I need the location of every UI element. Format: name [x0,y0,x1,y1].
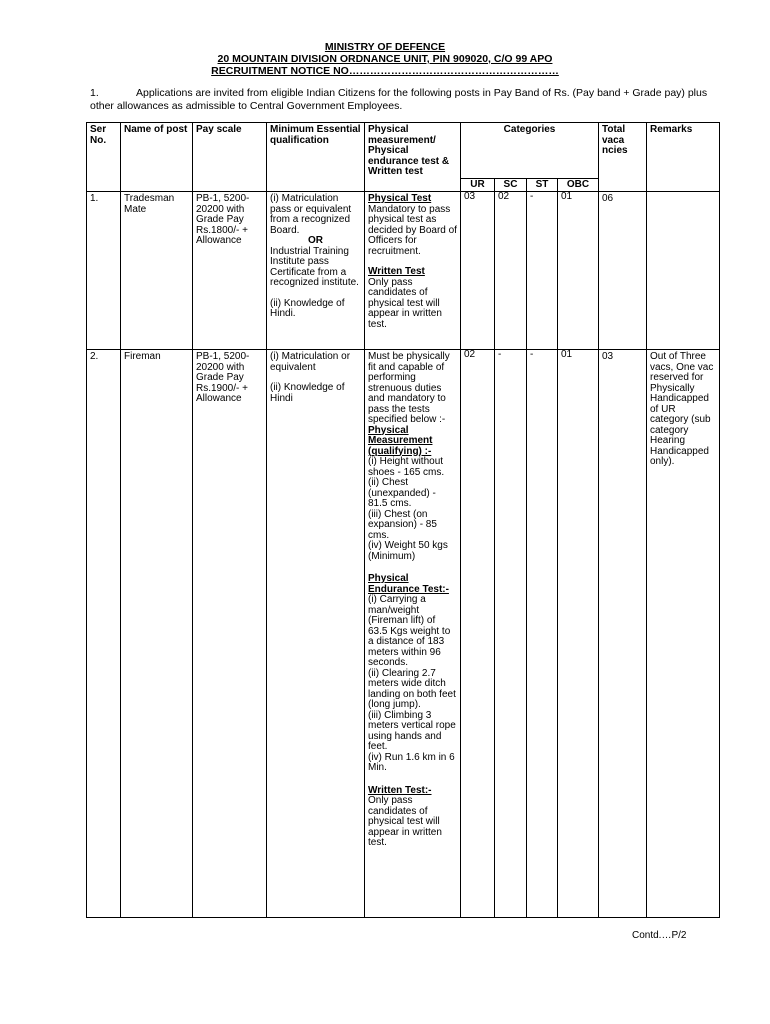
cell-name: Fireman [121,350,193,918]
header-ur: UR [461,179,495,192]
qual-matriculation: (i) Matriculation or equivalent [270,351,351,373]
intro-paragraph [90,87,708,113]
cell-st: - [527,350,558,918]
measurement-chest-unexpanded: (ii) Chest (unexpanded) - 81.5 cms. [368,477,436,509]
qual-iti: Industrial Training Institute pass Certificate from a recognized institute. [270,245,359,288]
cell-physical [365,350,461,918]
header-qualification: Minimum Essential qualification [267,123,365,192]
cell-ser: 1. [87,192,121,350]
written-test-heading: Written Test [368,266,425,277]
header-remarks: Remarks [647,123,720,192]
cell-remarks [647,192,720,350]
header-sc: SC [495,179,527,192]
header-pay-scale: Pay scale [193,123,267,192]
qual-matriculation: (i) Matriculation pass or equivalent from a recognized Board. [270,193,352,236]
cell-obc: 01 [558,192,599,350]
table-row [87,192,720,350]
written-test-text: Only pass candidates of physical test will appear in written test. [368,795,442,848]
written-test-heading: Written Test:- [368,784,432,796]
cell-qualification [267,192,365,350]
cell-name: Tradesman Mate [121,192,193,350]
measurement-height: (i) Height without shoes - 165 cms. [368,456,445,478]
cell-ur: 02 [461,350,495,918]
continued-note: Contd.…P/2 [632,930,687,941]
title-ministry: MINISTRY OF DEFENCE [324,41,446,53]
physical-endurance-heading: Physical Endurance Test:- [368,573,449,595]
cell-obc: 01 [558,350,599,918]
intro-number: 1. [90,87,99,99]
physical-test-heading: Physical Test [368,193,432,204]
physical-measurement-heading: Physical Measurement (qualifying) :- [368,424,433,457]
vacancy-table [86,122,720,918]
physical-test-text: Mandatory to pass physical test as decided by Board of Officers for recruitment. [368,203,457,257]
qual-hindi: (ii) Knowledge of Hindi [270,382,345,404]
cell-pay: PB-1, 5200-20200 with Grade Pay Rs.1900/- + Allowance [193,350,267,918]
cell-ur: 03 [461,192,495,350]
endurance-run: (iv) Run 1.6 km in 6 Min. [368,751,455,773]
physical-intro-text: Must be physically fit and capable of performing strenuous duties and mandatory to pass the tests specified below :- [368,351,450,425]
endurance-long-jump: (ii) Clearing 2.7 meters wide ditch landing on both feet (long jump). [368,667,456,710]
measurement-weight: (iv) Weight 50 kgs (Minimum) [368,540,448,562]
title-recruitment-notice: RECRUITMENT NOTICE NO…………………………………………………… [211,65,559,77]
cell-total: 03 [599,350,647,918]
endurance-rope-climb: (iii) Climbing 3 meters vertical rope using hands and feet. [368,709,456,752]
qual-or: OR [308,235,323,246]
cell-physical [365,192,461,350]
written-test-text: Only pass candidates of physical test will appear in written test. [368,276,442,330]
table-row [87,350,720,918]
cell-total: 06 [599,192,647,350]
cell-pay: PB-1, 5200-20200 with Grade Pay Rs.1800/- + Allowance [193,192,267,350]
cell-sc: - [495,350,527,918]
header-st: ST [527,179,558,192]
qual-hindi: (ii) Knowledge of Hindi. [270,297,345,319]
title-unit: 20 MOUNTAIN DIVISION ORDNANCE UNIT, PIN 909020, C/O 99 APO [217,53,553,65]
endurance-fireman-lift: (i) Carrying a man/weight (Fireman lift) of 63.5 Kgs weight to a distance of 183 meters within 96 seconds. [368,594,451,668]
header-total-vacancies: Total vaca ncies [599,123,647,192]
cell-ser: 2. [87,350,121,918]
measurement-chest-expansion: (iii) Chest (on expansion) - 85 cms. [368,508,437,541]
header-physical: Physical measurement/ Physical endurance test & Written test [365,123,461,192]
cell-st: - [527,192,558,350]
cell-remarks: Out of Three vacs, One vac reserved for Physically Handicapped of UR category (sub category Hearing Handicapped only). [647,350,720,918]
cell-qualification [267,350,365,918]
cell-sc: 02 [495,192,527,350]
table-header-row [87,123,720,179]
header-ser-no: Ser No. [87,123,121,192]
header-categories: Categories [461,123,599,179]
intro-text: Applications are invited from eligible Indian Citizens for the following posts in Pay Band of Rs. (Pay band + Grade pay) plus other allowances as admissible to Central Government Employees. [90,87,708,112]
header-name-of-post: Name of post [121,123,193,192]
header-obc: OBC [558,179,599,192]
